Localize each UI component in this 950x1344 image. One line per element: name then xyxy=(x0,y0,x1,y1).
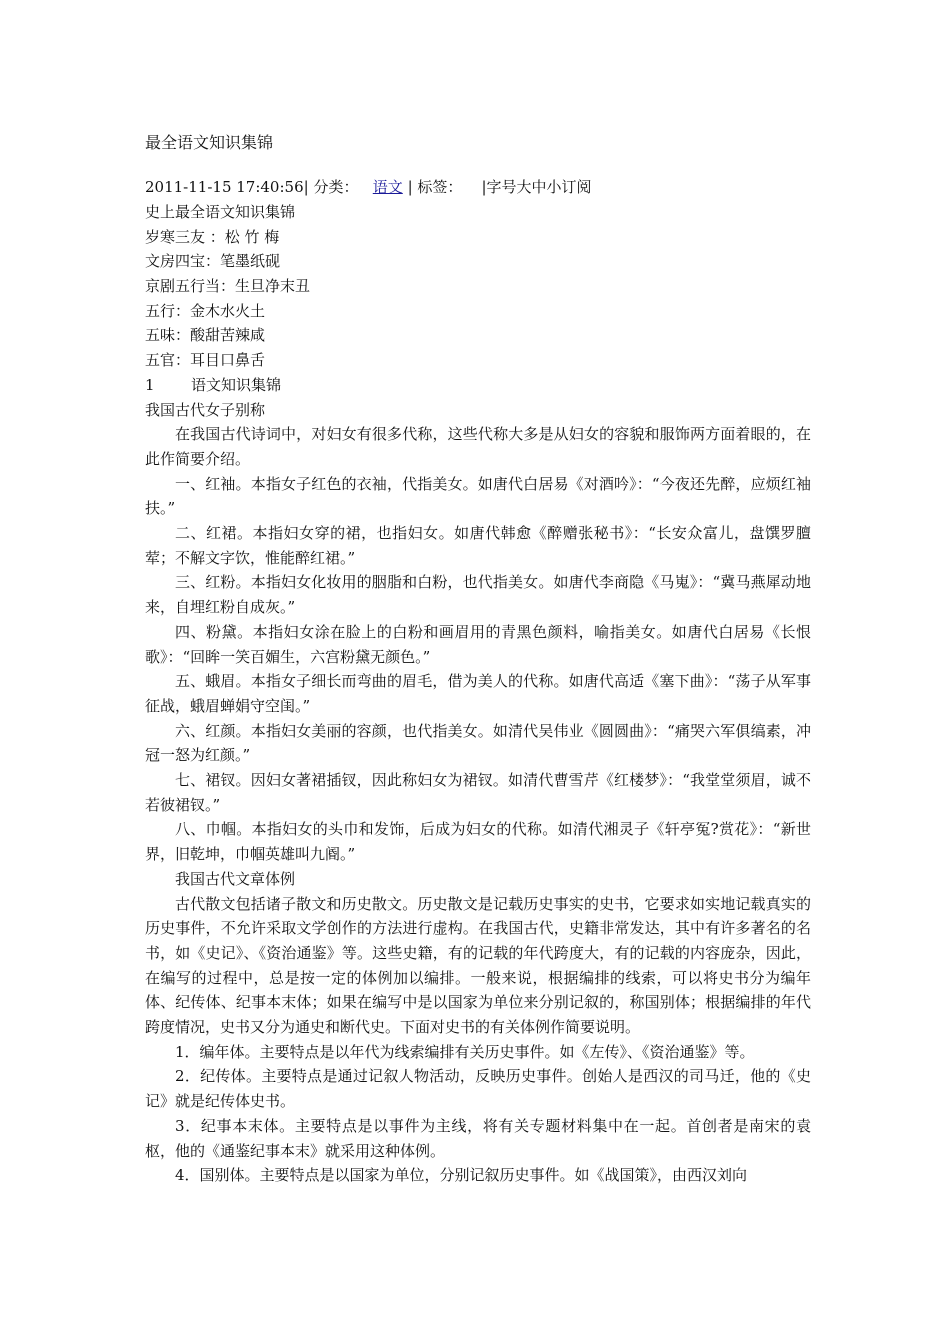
paragraph: 在我国古代诗词中，对妇女有很多代称，这些代称大多是从妇女的容貌和服饰两方面着眼的，在此作简要介绍。 xyxy=(145,425,811,468)
section-heading xyxy=(145,373,811,398)
body-line: 五官：耳目口鼻舌 xyxy=(145,351,266,370)
body-line: 文房四宝：笔墨纸砚 xyxy=(145,252,281,271)
section-number: 1 xyxy=(145,375,155,394)
body-line: 京剧五行当：生旦净末丑 xyxy=(145,277,311,296)
subtitle-history: 我国古代文章体例 xyxy=(175,869,296,888)
post-datetime: 2011-11-15 17:40:56 xyxy=(145,178,304,196)
category-label: | 分类： xyxy=(303,178,359,196)
paragraph: 一、红袖。本指女子红色的衣袖，代指美女。如唐代白居易《对酒吟》：“今夜还先醉，应烦红袖扶。” xyxy=(145,474,811,518)
tag-separator: | xyxy=(407,178,413,196)
paragraph: 1．编年体。主要特点是以年代为线索编排有关历史事件。如《左传》、《资治通鉴》等。 xyxy=(175,1042,755,1061)
body-line: 史上最全语文知识集锦 xyxy=(145,203,296,221)
article-body xyxy=(145,200,811,1188)
body-line: 岁寒三友 ：松 竹 梅 xyxy=(145,227,280,246)
paragraph: 4．国别体。主要特点是以国家为单位，分别记叙历史事件。如《战国策》，由西汉刘向 xyxy=(175,1166,748,1185)
paragraph: 五、蛾眉。本指女子细长而弯曲的眉毛，借为美人的代称。如唐代高适《塞下曲》：“荡子从军事征战，蛾眉蝉娟守空闺。” xyxy=(145,672,811,715)
body-line: 五行：金木水火土 xyxy=(145,301,266,320)
tag-label: 标签： xyxy=(417,178,463,196)
paragraph: 2．纪传体。主要特点是通过记叙人物活动，反映历史事件。创始人是西汉的司马迁，他的《史记》就是纪传体史书。 xyxy=(145,1067,811,1111)
article-meta xyxy=(145,177,592,197)
paragraph: 3．纪事本末体。主要特点是以事件为主线，将有关专题材料集中在一起。首创者是南宋的袁枢，他的《通鉴纪事本末》就采用这种体例。 xyxy=(145,1116,811,1160)
paragraph: 七、裙钗。因妇女著裙插钗，因此称妇女为裙钗。如清代曹雪芹《红楼梦》：“我堂堂须眉，诚不若彼裙钗。” xyxy=(145,771,811,814)
paragraph: 八、巾帼。本指妇女的头巾和发饰，后成为妇女的代称。如清代湘灵子《轩亭冤?赏花》：“新世界，旧乾坤，巾帼英雄叫九阍。” xyxy=(145,820,811,864)
subtitle-women: 我国古代女子别称 xyxy=(145,400,266,419)
paragraph: 三、红粉。本指妇女化妆用的胭脂和白粉，也代指美女。如唐代李商隐《马嵬》：“冀马燕犀动地来，自埋红粉自成灰。” xyxy=(145,573,811,617)
section-title: 语文知识集锦 xyxy=(191,375,282,394)
category-link[interactable]: 语文 xyxy=(372,178,403,196)
body-line: 五味：酸甜苦辣咸 xyxy=(145,326,266,345)
paragraph: 古代散文包括诸子散文和历史散文。历史散文是记载历史事实的史书，它要求如实地记载真实的历史事件，不允许采取文学创作的方法进行虚构。在我国古代，史籍非常发达，其中有许多著名的名书，如《史记》、《资治通鉴》等。这些史籍，有的记载的年代跨度大，有的记载的内容庞杂，因此，在编写的过程中，总是按一定的体例加以编排。一般来说，根据编排的线索，可以将史书分为编年体、纪传体、纪事本末体；如果在编写中是以国家为单位来分别记叙的，称国别体；根据编排的年代跨度情况，史书又分为通史和断代史。下面对史书的有关体例作简要说明。 xyxy=(145,894,811,1037)
article-title: 最全语文知识集锦 xyxy=(145,133,274,152)
font-size-subscribe-controls[interactable]: |字号大中小订阅 xyxy=(481,178,592,196)
paragraph: 四、粉黛。本指妇女涂在脸上的白粉和画眉用的青黑色颜料，喻指美女。如唐代白居易《长恨歌》：“回眸一笑百媚生，六宫粉黛无颜色。” xyxy=(145,622,811,666)
paragraph: 二、红裙。本指妇女穿的裙，也指妇女。如唐代韩愈《醉赠张秘书》：“长安众富儿，盘馔罗膻荤；不解文字饮，惟能醉红裙。” xyxy=(145,524,811,567)
paragraph: 六、红颜。本指妇女美丽的容颜，也代指美女。如清代吴伟业《圆圆曲》：“痛哭六军俱缟素，冲冠一怒为红颜。” xyxy=(145,721,811,765)
